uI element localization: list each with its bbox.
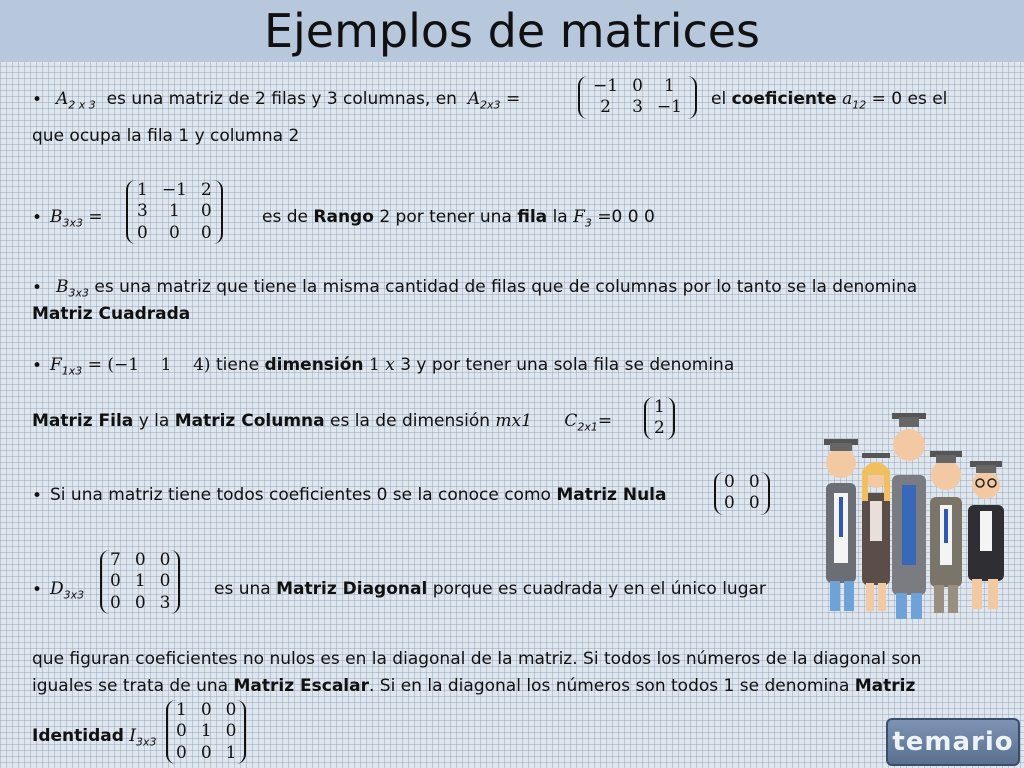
bullet: • — [32, 580, 43, 600]
bullet: • — [32, 356, 43, 376]
matrix-identidad — [166, 700, 246, 764]
item5-line: Matriz Fila y la Matriz Columna es la de dimensión mx1 $C_{2x1}=$ — [32, 411, 613, 434]
matrix-nula — [714, 472, 770, 515]
matrix-b-table: 1 −1 2 3 1 0 0 0 0 — [137, 180, 212, 243]
item7-text: es una Matriz Diagonal porque es cuadrada y en el único lugar — [214, 579, 766, 599]
matrix-d-table: 7 0 0 0 1 0 0 0 3 — [110, 550, 171, 613]
item7-lhs: $D_{3x3}$ — [50, 579, 85, 602]
matrix-d3x3 — [100, 550, 180, 614]
matrix-b3x3 — [126, 180, 223, 244]
student-figure — [862, 453, 890, 611]
item3-line2: Matriz Cuadrada — [32, 304, 191, 324]
bullet: • — [32, 278, 43, 298]
temario-button[interactable]: temario — [886, 718, 1020, 766]
item6-line: Si una matriz tiene todos coeficientes 0 se la conoce como Matriz Nula — [50, 485, 667, 505]
item2-lhs: $B_{3x3}$ = — [50, 207, 103, 230]
matrix-c-table: 1 2 — [654, 397, 665, 439]
student-figure — [892, 413, 926, 619]
matrix-nula-table: 0 0 0 0 — [724, 472, 760, 514]
slide-title: Ejemplos de matrices — [263, 4, 761, 58]
item2-text: es de Rango 2 por tener una fila la $F_3 =0$ 0 0 — [262, 207, 655, 230]
student-figure — [824, 439, 858, 611]
matrix-c2x1 — [644, 397, 675, 440]
item3-line1: $B_{3x3}$ es una matriz que tiene la misma cantidad de filas que de columnas por lo tanto se la denomina — [56, 277, 918, 300]
para-line2: iguales se trata de una Matriz Escalar. Si en la diagonal los números son todos 1 se denomina Matriz — [32, 676, 916, 696]
bullet: • — [32, 486, 43, 506]
item1-line2: que ocupa la fila 1 y columna 2 — [32, 126, 300, 146]
para-line1: que figuran coeficientes no nulos es en la diagonal de la matriz. Si todos los números de la diagonal son — [32, 649, 922, 669]
bullet: • — [32, 208, 43, 228]
item1-line1: $A_{2 x 3}$ es una matriz de 2 filas y 3 columnas, en $A_{2x3}$ = — [56, 89, 521, 112]
bullet: • — [32, 90, 43, 110]
student-figure — [930, 451, 962, 613]
para-line3: Identidad $I_{3x3}$ — [32, 726, 157, 749]
matrix-a-table: −1 0 1 2 3 −1 — [593, 76, 682, 118]
student-figure — [968, 461, 1004, 609]
item4-line: $F_{1x3} = (-1$ 1 4) tiene dimensión 1 x 3 y por tener una sola fila se denomina — [50, 355, 735, 378]
matrix-i-table: 1 0 0 0 1 0 0 0 1 — [176, 700, 237, 763]
item1-line1-end: el coeficiente $a_{12} = 0$ es el — [711, 89, 948, 112]
students-clipart-icon — [818, 405, 1018, 630]
matrix-a2x3 — [578, 76, 697, 119]
